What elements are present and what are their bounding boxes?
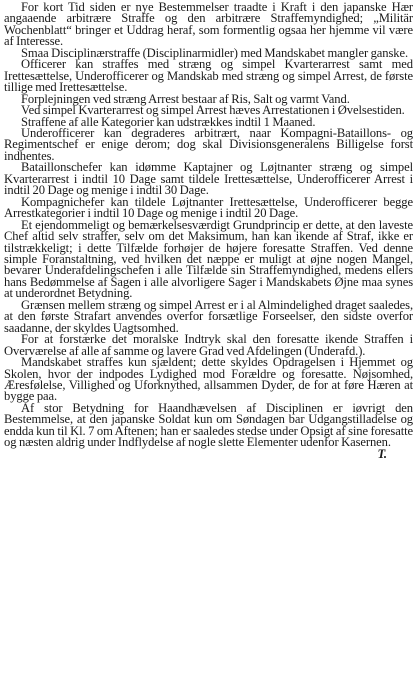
paragraph: Officerer kan straffes med stræng og simpel Kvarterarrest samt med Irettesættelse, Underofficerer og Mandskab med stræng og simpel Arrest, de første tillige med Irettesættelse. bbox=[4, 57, 413, 95]
article-page bbox=[4, 2, 413, 689]
paragraph: Underofficerer kan degraderes arbitrært, naar Kompagni-Bataillons- og Regimentschef er enige derom; dog skal Divisionsgeneralens Billigelse forst indhentes. bbox=[4, 125, 413, 163]
paragraph: For kort Tid siden er nye Bestemmelser traadte i Kraft i den japanske Hær angaaende arbitrære Straffe og den arbitrære Straffemyndighed; „Militär Wochenblatt“ bringer et Uddrag heraf, som formentlig ogsaa her hjemme vil være af Interesse. bbox=[4, 2, 413, 49]
paragraph: For at forstærke det moralske Indtryk skal den foresatte ikende Straffen i Overværelse af alle af samme og lavere Grad ved Afdelingen (Underafd.). bbox=[4, 332, 413, 358]
paragraph: Kompagnichefer kan tildele Løjtnanter Irettesættelse, Underofficerer begge Arrestkategorier i indtil 10 Dage og menige i indtil 20 Dage. bbox=[4, 194, 413, 221]
author-signature: T. bbox=[377, 446, 387, 461]
paragraph: Mandskabet straffes kun sjældent; dette skyldes Opdragelsen i Hjemmet og Skolen, hvor der indpodes Lydighed mod Forældre og foresatte. Nøjsomhed, Æresfølelse, Villighed og Uforknythed, allsammen Dyder, de for at føre Hæren at bygge paa. bbox=[4, 355, 413, 404]
paragraph: Straffene af alle Kategorier kan udstrækkes indtil 1 Maaned. bbox=[21, 114, 316, 129]
paragraph: Ved simpel Kvarterarrest og simpel Arrest hæves Arrestationen i Øvelsestiden. bbox=[21, 103, 405, 118]
paragraph: Et ejendommeligt og bemærkelsesværdigt Grundprincip er dette, at den lavestе Chef altid selv straffer, selv om det Maksimum, han kan ikende af Straf, ikke er tilstrækkeligt; i dette Tilfælde forhøjer de højere foresatte Straffen. Ved denne simple Foranstaltning, ved hvilken det næppe er muligt at øjne nogen Mangel, bevarer Underafdelingschefen i alle Tilfælde sin Straffemyndighed, medens ellers hans Bedømmelse af Sagen i alle alvorligere Sager i Mandskabets Øjne maa synes at underordnet Betydning. bbox=[4, 217, 413, 301]
paragraph: Af stor Betydning for Haandhævelsen af Disciplinen er iøvrigt den Bestemmelse, at den japanske Soldat kun om Søndagen bar Udgangstilladelse og endda kun til Kl. 7 om Aftenen; han er saaledes stedse under Opsigt af sine foresatte og næsten aldrig under Indflydelse af nogle slette Elementer udenfor Kasernen. bbox=[4, 400, 413, 450]
paragraph: Forplejningen ved stræng Arrest bestaar af Ris, Salt og varmt Vand. bbox=[21, 91, 350, 106]
paragraph: Bataillonschefer kan idømme Kaptajner og Løjtnanter stræng og simpel Kvarterarrest i indtil 10 Dage samt tildele Irettesættelse, Underofficerer Arrest i indtil 20 Dage og menige i indtil 30 Dage. bbox=[4, 160, 413, 198]
paragraph: Smaa Disciplinærstraffe (Disciplinarmidler) med Mandskabet mangler ganske. bbox=[21, 45, 409, 60]
paragraph: Grænsen mellem stræng og simpel Arrest er i al Almindelighed draget saaledes, at den første Strafart anvendes overfor forsætlige Forseelser, den sidste overfor saadanne, der skyldes Uagtsomhed. bbox=[4, 297, 413, 335]
